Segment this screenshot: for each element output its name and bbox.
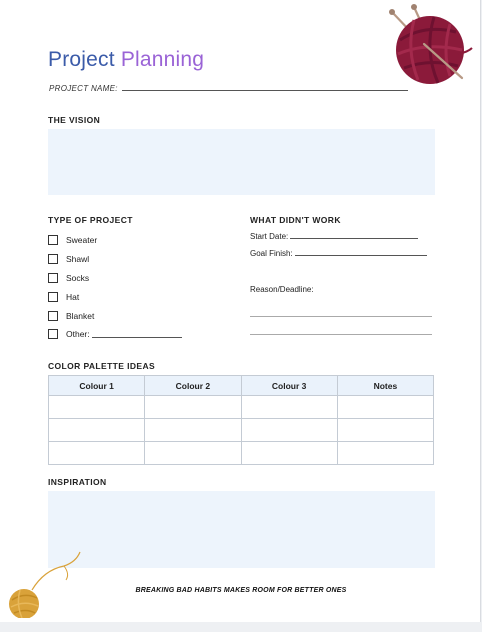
vision-box[interactable]: [48, 129, 435, 195]
table-cell[interactable]: [49, 396, 145, 419]
checkbox[interactable]: [48, 311, 58, 321]
table-cell[interactable]: [49, 442, 145, 465]
checkbox-label: Blanket: [66, 310, 95, 321]
column-header-colour-3: Colour 3: [241, 376, 337, 396]
checkbox-label: Socks: [66, 272, 90, 283]
checkbox[interactable]: [48, 273, 58, 283]
color-palette-table: [48, 375, 434, 465]
table-cell[interactable]: [241, 442, 337, 465]
table-cell[interactable]: [241, 396, 337, 419]
table-cell[interactable]: [145, 419, 241, 442]
checkbox-row-socks[interactable]: [48, 269, 182, 288]
project-name-label: PROJECT NAME:: [49, 84, 118, 93]
goal-finish-line: [295, 249, 427, 256]
table-row: [49, 442, 434, 465]
start-date-line: [290, 232, 418, 239]
goal-finish-label: Goal Finish:: [250, 249, 293, 258]
reason-line-1[interactable]: [250, 316, 432, 317]
reason-line-2[interactable]: [250, 334, 432, 335]
table-row: [49, 396, 434, 419]
page-title: [48, 48, 204, 72]
column-header-colour-1: Colour 1: [49, 376, 145, 396]
checkbox-label: Other:: [66, 329, 90, 340]
yarn-ball-icon: [4, 548, 84, 618]
project-name-field[interactable]: [49, 84, 411, 93]
color-palette-heading: COLOR PALETTE IDEAS: [48, 361, 156, 371]
reason-deadline-label: Reason/Deadline:: [250, 285, 314, 294]
checkbox[interactable]: [48, 235, 58, 245]
title-word-project: Project: [48, 48, 115, 71]
table-header-row: [49, 376, 434, 396]
checkbox[interactable]: [48, 329, 58, 339]
checkbox[interactable]: [48, 292, 58, 302]
checkbox-label: Hat: [66, 291, 80, 302]
table-cell[interactable]: [337, 419, 433, 442]
project-name-line: [122, 84, 408, 91]
yarn-ball-knitting-needles-icon: [384, 4, 476, 86]
table-row: [49, 419, 434, 442]
column-header-notes: Notes: [337, 376, 433, 396]
table-cell[interactable]: [145, 396, 241, 419]
other-fill-line[interactable]: [92, 330, 182, 338]
type-of-project-heading: TYPE OF PROJECT: [48, 215, 133, 225]
column-header-colour-2: Colour 2: [145, 376, 241, 396]
table-cell[interactable]: [337, 396, 433, 419]
start-date-field[interactable]: [250, 232, 418, 241]
checkbox-label: Shawl: [66, 254, 90, 265]
project-type-checklist: [48, 231, 182, 344]
checkbox-label: Sweater: [66, 235, 98, 246]
table-cell[interactable]: [241, 419, 337, 442]
checkbox-row-shawl[interactable]: [48, 250, 182, 269]
checkbox-row-hat[interactable]: [48, 287, 182, 306]
footer-quote: BREAKING BAD HABITS MAKES ROOM FOR BETTER ONES: [135, 587, 347, 594]
inspiration-heading: INSPIRATION: [48, 477, 107, 487]
checkbox-row-blanket[interactable]: [48, 306, 182, 325]
vision-heading: THE VISION: [48, 115, 101, 125]
checkbox-row-sweater[interactable]: [48, 231, 182, 250]
inspiration-box[interactable]: [48, 491, 435, 568]
checkbox[interactable]: [48, 254, 58, 264]
what-didnt-work-heading: WHAT DIDN'T WORK: [250, 215, 341, 225]
checkbox-row-other[interactable]: [48, 325, 182, 344]
table-cell[interactable]: [337, 442, 433, 465]
title-word-planning: Planning: [120, 48, 205, 71]
table-cell[interactable]: [49, 419, 145, 442]
goal-finish-field[interactable]: [250, 249, 427, 258]
table-cell[interactable]: [145, 442, 241, 465]
start-date-label: Start Date:: [250, 232, 289, 241]
